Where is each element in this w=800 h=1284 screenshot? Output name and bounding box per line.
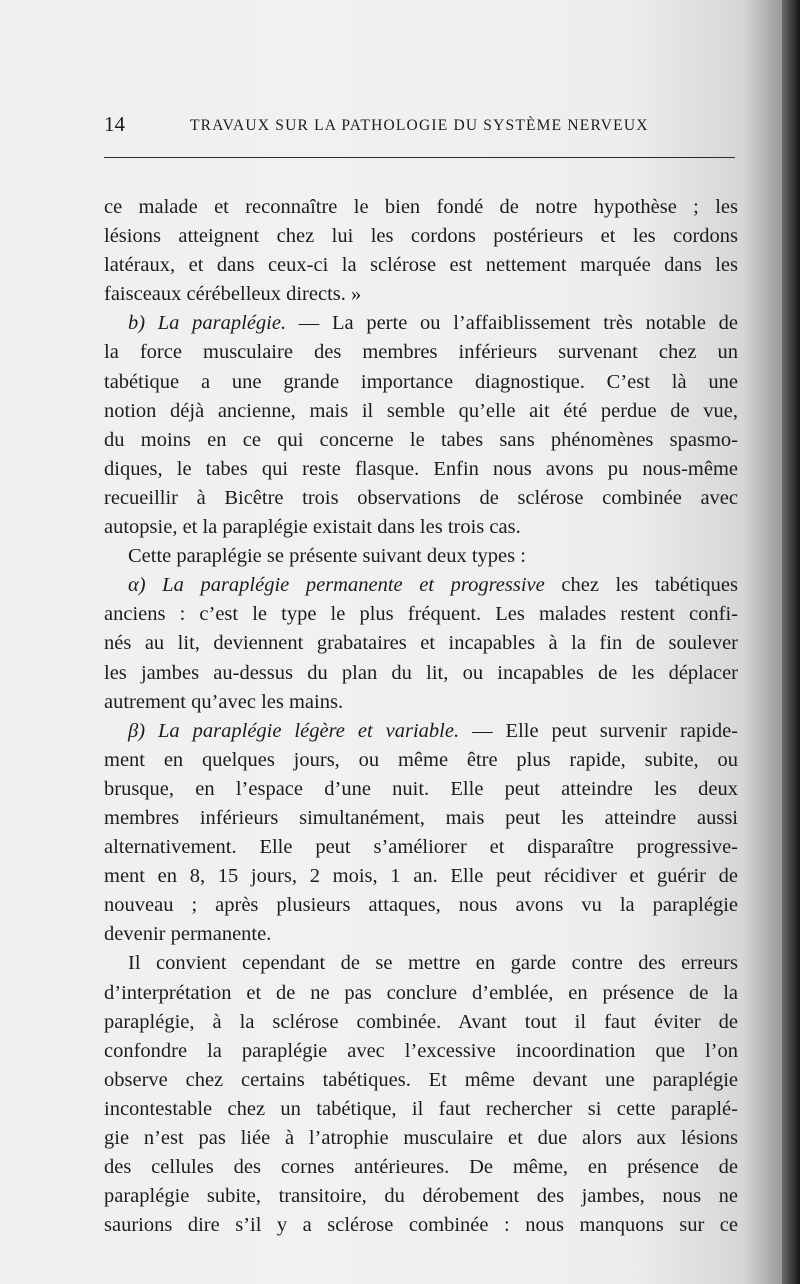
text-line xyxy=(104,397,738,426)
line-text: nouveau ; après plusieurs attaques, nous avons vu la paraplégie xyxy=(104,894,738,917)
text-line xyxy=(104,280,738,309)
page-number: 14 xyxy=(104,112,125,136)
line-text: paraplégie, à la sclérose combinée. Avant tout il faut éviter de xyxy=(104,1010,738,1033)
running-title: TRAVAUX SUR LA PATHOLOGIE DU SYSTÈME NERVEUX xyxy=(190,117,649,134)
line-text: paraplégie subite, transitoire, du dérobement des jambes, nous ne xyxy=(104,1185,738,1208)
text-line xyxy=(104,949,738,978)
text-line xyxy=(104,862,738,891)
line-text: gie n’est pas liée à l’atrophie musculaire et due alors aux lésions xyxy=(104,1127,738,1149)
line-text: recueillir à Bicêtre trois observations de sclérose combinée avec xyxy=(104,486,738,509)
line-text: du moins en ce qui concerne le tabes sans phénomènes spasmo- xyxy=(104,428,738,451)
text-line xyxy=(104,1066,738,1095)
text-line xyxy=(104,600,738,629)
line-text: confondre la paraplégie avec l’excessive incoordination que l’on xyxy=(104,1039,738,1062)
text-line xyxy=(104,222,738,251)
line-text: Cette paraplégie se présente suivant deux types : xyxy=(128,545,526,568)
text-line xyxy=(104,426,738,455)
italic-heading: β) La paraplégie légère et variable. xyxy=(128,719,460,742)
text-line xyxy=(104,484,738,513)
line-text: la force musculaire des membres inférieurs survenant chez un xyxy=(104,341,738,364)
page-header xyxy=(104,112,734,142)
line-text: autrement qu’avec les mains. xyxy=(104,690,344,713)
text-line xyxy=(104,629,738,658)
line-text: saurions dire s’il y a sclérose combinée : nous manquons sur ce xyxy=(104,1214,738,1237)
italic-heading: b) La paraplégie. xyxy=(128,312,287,335)
text-line xyxy=(104,309,738,338)
text-line xyxy=(104,1153,738,1182)
line-text: chez les tabétiques xyxy=(544,574,738,597)
body-text xyxy=(104,193,738,1240)
text-line xyxy=(104,1037,738,1066)
line-text: les jambes au-dessus du plan du lit, ou incapables de les déplacer xyxy=(104,661,738,684)
text-line xyxy=(104,1182,738,1211)
text-line xyxy=(104,833,738,862)
line-text: alternativement. Elle peut s’améliorer et disparaître progressive- xyxy=(104,836,738,859)
text-line xyxy=(104,542,738,571)
line-text: ce malade et reconnaître le bien fondé de notre hypothèse ; les xyxy=(104,196,738,218)
line-text: anciens : c’est le type le plus fréquent. Les malades restent confi- xyxy=(104,603,738,626)
text-line xyxy=(104,513,738,542)
line-text: — Elle peut survenir rapide- xyxy=(459,719,739,742)
line-text: observe chez certains tabétiques. Et même devant une paraplégie xyxy=(104,1068,738,1091)
line-text: ment en quelques jours, ou même être plus rapide, subite, ou xyxy=(104,748,738,771)
line-text: Il convient cependant de se mettre en garde contre des erreurs xyxy=(128,952,738,975)
line-text: latéraux, et dans ceux-ci la sclérose est nettement marquée dans les xyxy=(104,254,738,277)
line-text: des cellules des cornes antérieures. De même, en présence de xyxy=(104,1156,738,1179)
text-line xyxy=(104,746,738,775)
line-text: notion déjà ancienne, mais il semble qu’elle ait été perdue de vue, xyxy=(104,399,738,422)
text-line xyxy=(104,979,738,1008)
header-rule xyxy=(104,157,735,158)
text-line xyxy=(104,891,738,920)
line-text: devenir permanente. xyxy=(104,923,272,946)
text-line xyxy=(104,455,738,484)
text-line xyxy=(104,920,738,949)
text-line xyxy=(104,775,738,804)
text-line xyxy=(104,1095,738,1124)
line-text: autopsie, et la paraplégie existait dans les trois cas. xyxy=(104,516,521,539)
line-text: diques, le tabes qui reste flasque. Enfin nous avons pu nous-même xyxy=(104,457,738,480)
text-line xyxy=(104,193,738,222)
line-text: tabétique a une grande importance diagnostique. C’est là une xyxy=(104,370,738,393)
page-edge-shadow xyxy=(782,0,800,1284)
line-text: membres inférieurs simultanément, mais peut les atteindre aussi xyxy=(104,806,738,829)
line-text: lésions atteignent chez lui les cordons postérieurs et les cordons xyxy=(104,225,738,248)
text-line xyxy=(104,717,738,746)
line-text: brusque, en l’espace d’une nuit. Elle peut atteindre les deux xyxy=(104,777,738,800)
italic-heading: α) La paraplégie permanente et progressive xyxy=(128,574,545,597)
text-line xyxy=(104,338,738,367)
text-line xyxy=(104,368,738,397)
text-line xyxy=(104,1211,738,1240)
text-line xyxy=(104,659,738,688)
text-line xyxy=(104,251,738,280)
text-line xyxy=(104,1124,738,1153)
line-text: d’interprétation et de ne pas conclure d’emblée, en présence de la xyxy=(104,981,738,1004)
line-text: nés au lit, deviennent grabataires et incapables à la fin de soulever xyxy=(104,632,738,655)
text-line xyxy=(104,571,738,600)
text-line xyxy=(104,1008,738,1037)
line-text: — La perte ou l’affaiblissement très notable de xyxy=(286,312,739,335)
text-line xyxy=(104,804,738,833)
line-text: incontestable chez un tabétique, il faut rechercher si cette paraplé- xyxy=(104,1097,738,1120)
line-text: ment en 8, 15 jours, 2 mois, 1 an. Elle peut récidiver et guérir de xyxy=(104,865,738,888)
line-text: faisceaux cérébelleux directs. » xyxy=(104,283,362,306)
text-line xyxy=(104,688,738,717)
